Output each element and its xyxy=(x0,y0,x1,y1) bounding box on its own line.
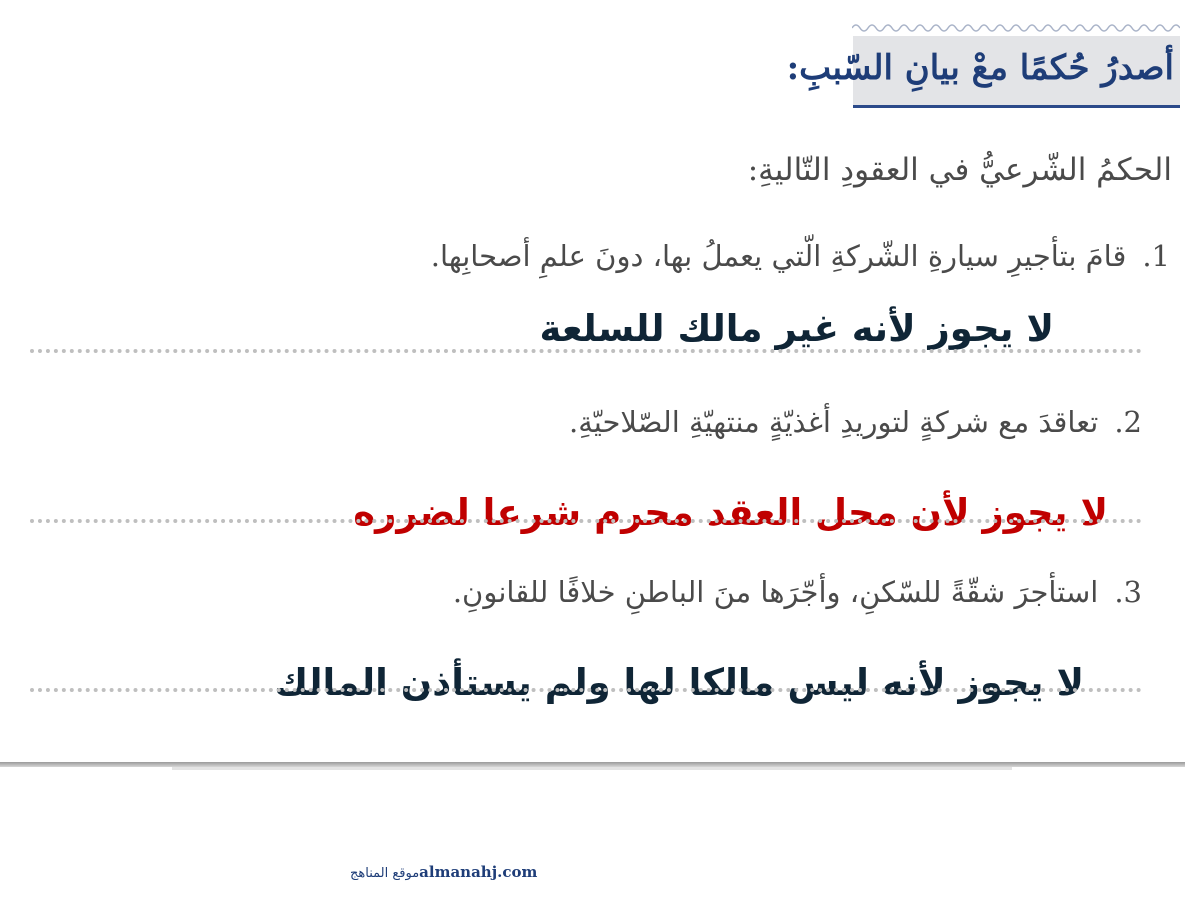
question-3 xyxy=(453,566,1142,618)
question-text: استأجرَ شقّةً للسّكنِ، وأجّرَها منَ الباطنِ خلافًا للقانونِ. xyxy=(452,575,1099,609)
page-bottom-shadow xyxy=(172,767,1012,770)
question-number: 1. xyxy=(1142,239,1170,273)
question-number: 2. xyxy=(1114,405,1142,439)
footer-site-domain: almanahj.com xyxy=(419,863,538,881)
answer-line-3 xyxy=(30,688,1142,692)
answer-1: لا يجوز لأنه غير مالك للسلعة xyxy=(539,307,1054,350)
footer-watermark[interactable] xyxy=(350,860,560,884)
answer-line-2 xyxy=(30,519,1142,523)
header-wave-ornament xyxy=(852,22,1180,34)
question-1 xyxy=(431,230,1170,282)
question-number: 3. xyxy=(1114,575,1142,609)
footer-site-name: موقع المناهج xyxy=(350,866,420,881)
question-text: قامَ بتأجيرِ سيارةِ الشّركةِ الّتي يعملُ بها، دونَ علمِ أصحابِها. xyxy=(430,239,1127,273)
answer-line-1 xyxy=(30,349,1142,353)
question-2 xyxy=(569,396,1142,448)
intro-text: الحكمُ الشّرعيُّ في العقودِ التّاليةِ: xyxy=(747,152,1172,188)
answer-2: لا يجوز لأن محل العقد محرم شرعا لضرره xyxy=(353,491,1108,534)
section-header xyxy=(786,36,1180,108)
section-title: أصدرُ حُكمًا معْ بيانِ السّببِ: xyxy=(786,48,1174,88)
answer-3: لا يجوز لأنه ليس مالكا لها ولم يستأذن المالك xyxy=(274,661,1084,704)
question-text: تعاقدَ مع شركةٍ لتوريدِ أغذيّةٍ منتهيّةِ الصّلاحيّةِ. xyxy=(568,405,1099,439)
